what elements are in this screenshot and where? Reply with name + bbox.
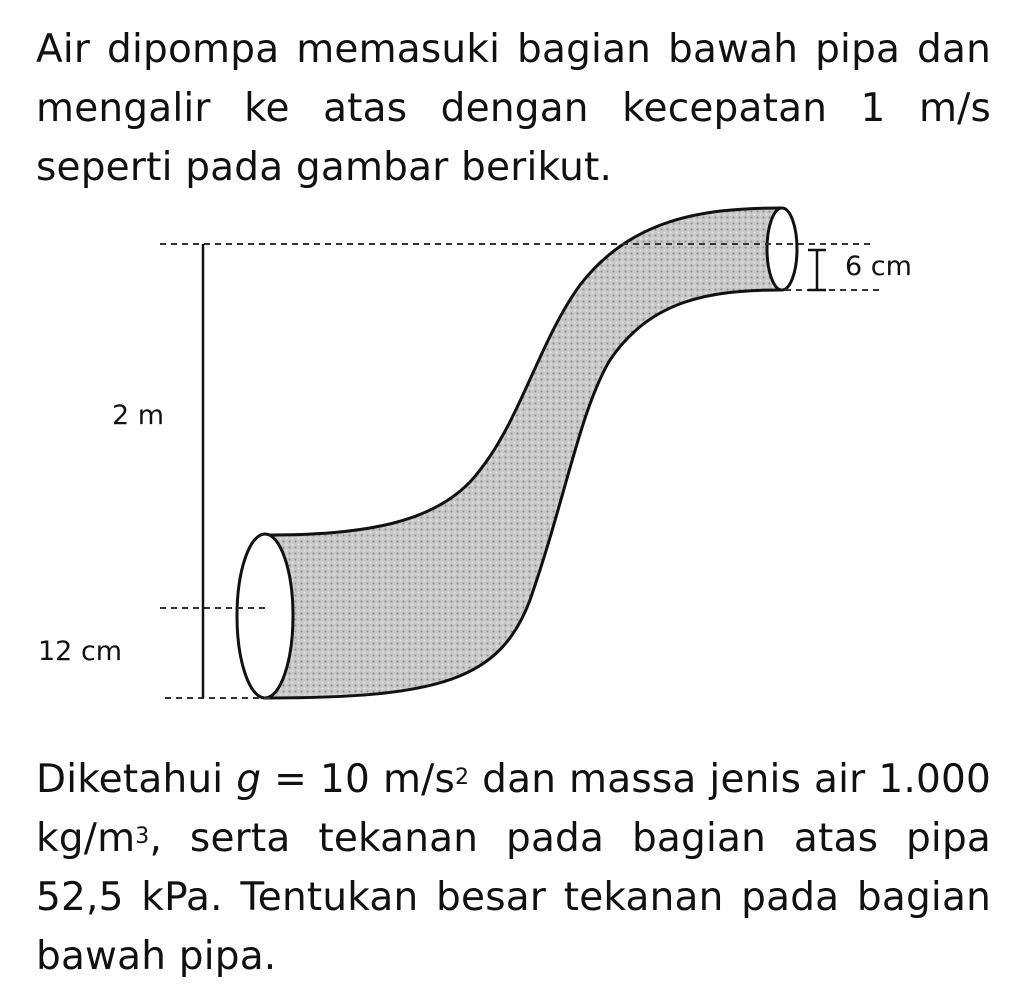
exponent-3: 3: [135, 824, 150, 849]
gravity-symbol: g: [236, 757, 262, 802]
label-bottom-diameter: 12 cm: [38, 636, 123, 667]
pipe-body: [265, 208, 780, 698]
question-part4: , serta tekanan pada bagian atas pipa 52,5 kPa. Tentukan besar tekanan pada bagian bawah pipa.: [36, 816, 991, 979]
bottom-opening: [237, 534, 293, 698]
question-part1: Diketahui: [36, 757, 237, 802]
problem-intro: [36, 20, 991, 197]
top-opening: [767, 208, 797, 290]
problem-question: [36, 750, 991, 986]
pipe-diagram: [0, 190, 1018, 730]
intro-text: Air dipompa memasuki bagian bawah pipa dan mengalir ke atas dengan kecepatan 1 m/s seperti pada gambar berikut.: [36, 27, 991, 190]
question-part3: dan massa jenis air 1.000 kg/m: [36, 757, 991, 861]
label-height: 2 m: [112, 400, 165, 431]
question-part2: = 10 m/s: [261, 757, 455, 802]
exponent-2: 2: [455, 765, 470, 790]
label-top-diameter: 6 cm: [845, 251, 912, 282]
